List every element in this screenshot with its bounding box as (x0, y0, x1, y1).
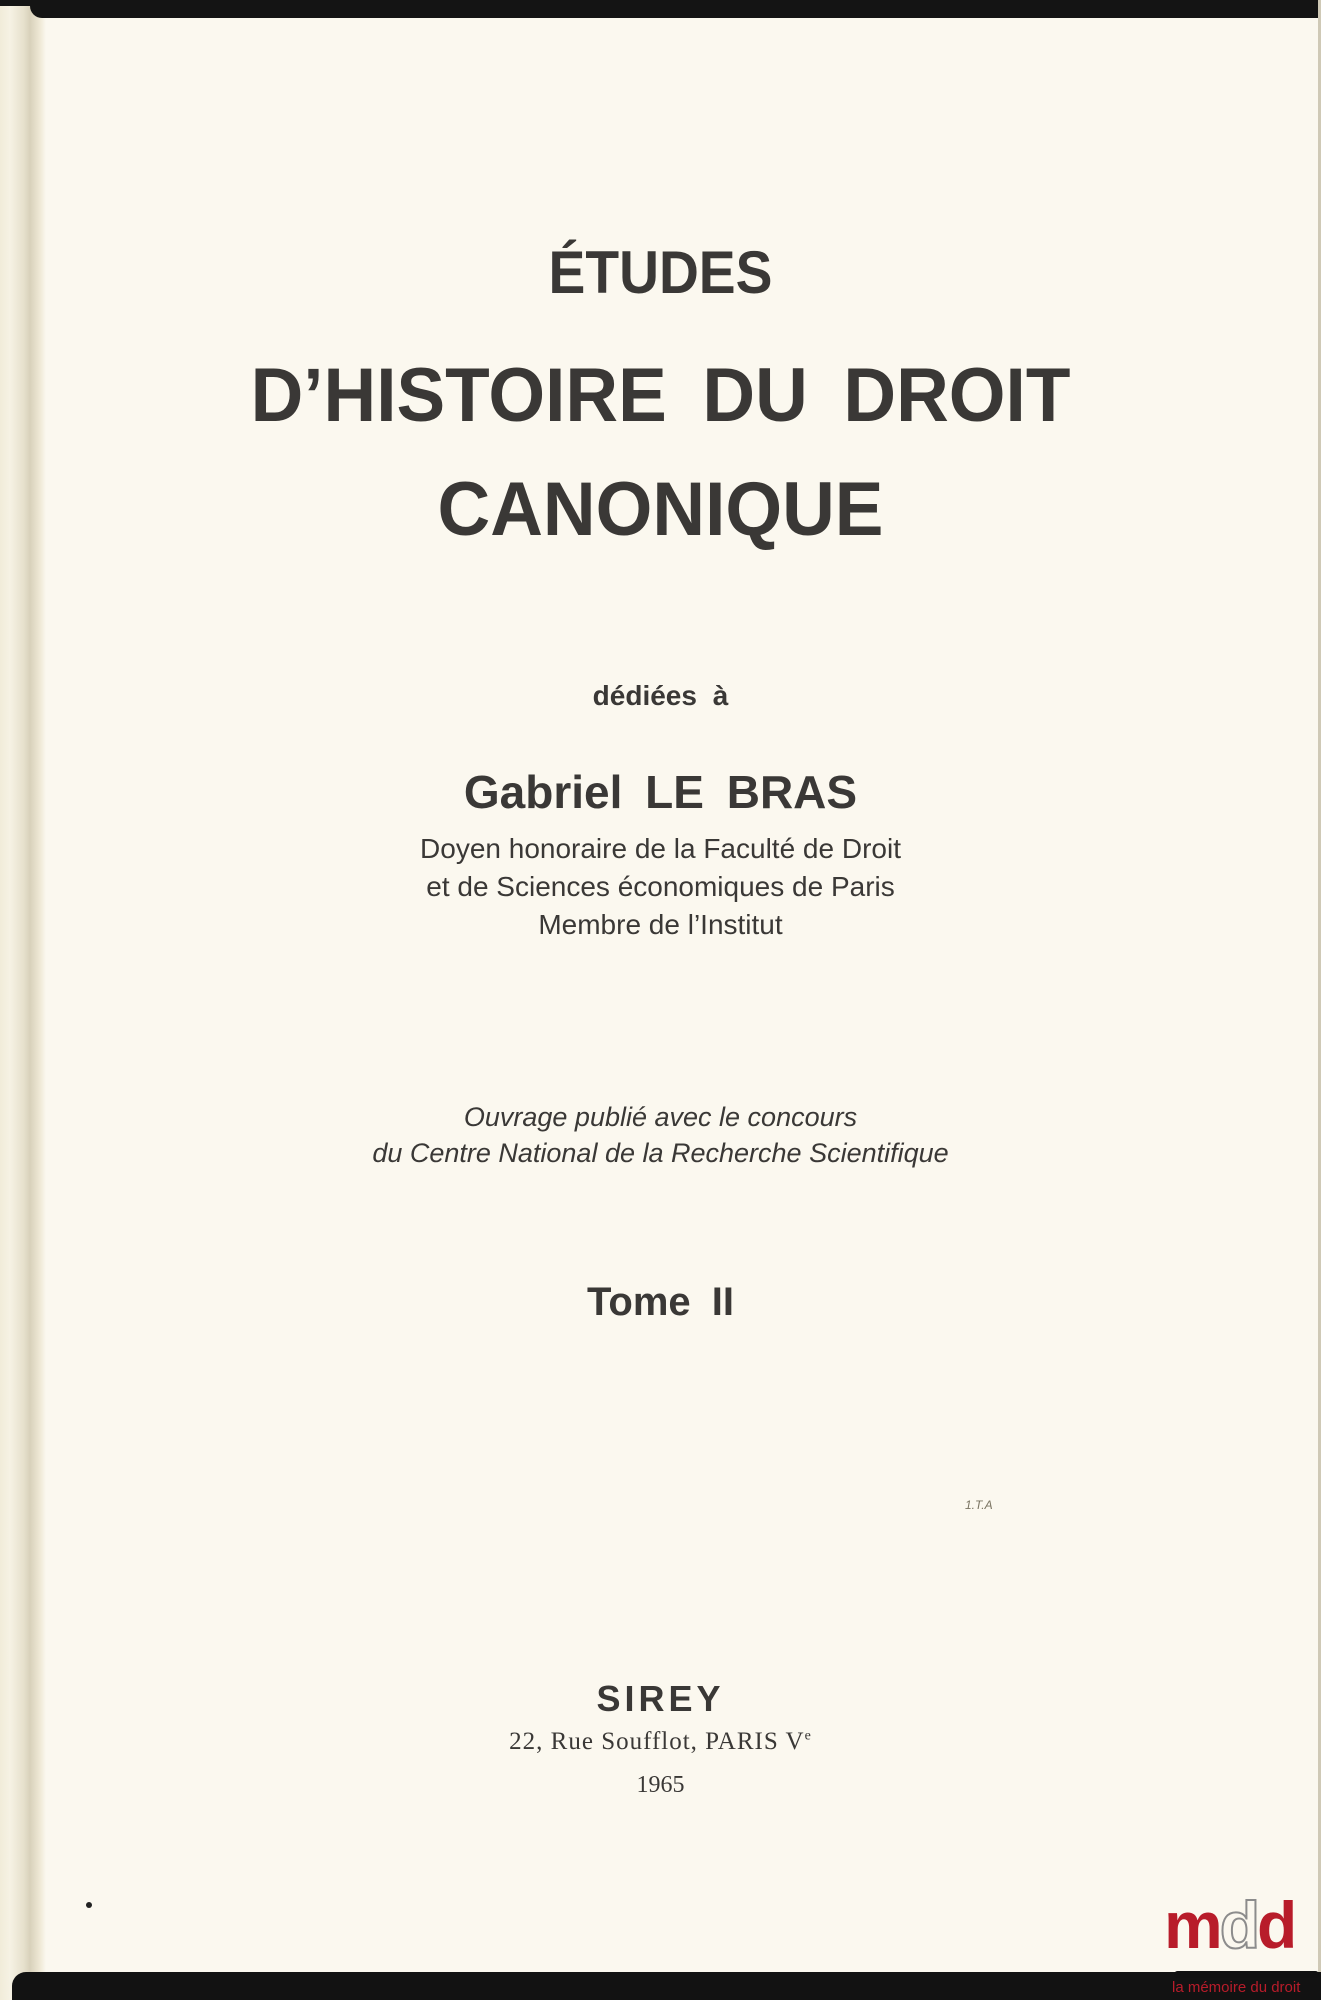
dedication-label: dédiées à (592, 680, 729, 711)
ink-speck (86, 1902, 92, 1908)
publication-note-1: Ouvrage publié avec le concours (463, 1102, 858, 1132)
honoree-role-3: Membre de l’Institut (538, 909, 783, 940)
title-line-3: CANONIQUE (437, 467, 884, 552)
scan-border-bottom (12, 1972, 1321, 2000)
logo-tagline: la mémoire du droit (1172, 1979, 1301, 1996)
honoree-role-1: Doyen honoraire de la Faculté de Droit (420, 833, 901, 864)
mdd-watermark-logo (1162, 1888, 1321, 1996)
publisher-address-text: 22, Rue Soufflot, PARIS V (509, 1728, 805, 1755)
honoree-role-2: et de Sciences économiques de Paris (426, 871, 895, 902)
scan-border-top (30, 0, 1321, 18)
publisher-address (0, 1728, 1321, 1756)
handwritten-mark: 1.T.A (965, 1498, 993, 1512)
publication-note-2: du Centre National de la Recherche Scientifique (372, 1138, 949, 1168)
volume-label: Tome II (586, 1280, 735, 1324)
publisher-address-sup: e (804, 1728, 812, 1744)
honoree-name: Gabriel LE BRAS (463, 766, 858, 818)
logo-underline-bar (1174, 1971, 1319, 1978)
publication-year: 1965 (636, 1772, 685, 1798)
title-line-2: D’HISTOIRE DU DROIT (250, 353, 1071, 438)
title-line-1: ÉTUDES (548, 239, 773, 306)
mdd-logo-icon: mdd (1164, 1888, 1295, 1962)
publisher-name: SIREY (596, 1678, 725, 1719)
